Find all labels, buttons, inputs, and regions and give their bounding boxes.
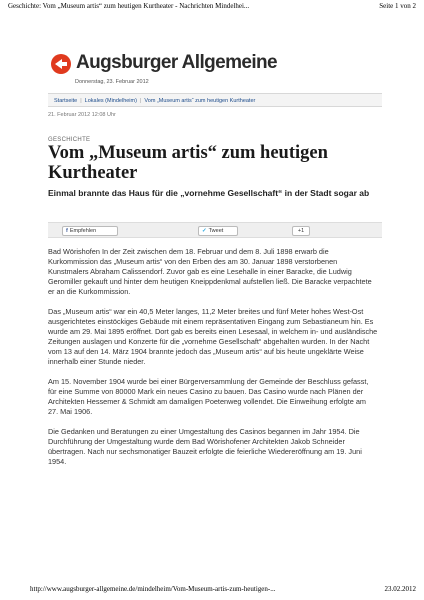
breadcrumb-item-local[interactable]: Lokales (Mindelheim) (84, 98, 137, 104)
breadcrumb-item-home[interactable]: Startseite (54, 98, 78, 104)
print-footer (30, 585, 416, 595)
tweet-label: Tweet (208, 228, 224, 234)
article-timestamp: 21. Februar 2012 12:08 Uhr (48, 112, 116, 118)
article-headline: Vom „Museum artis“ zum heutigen Kurtheater (48, 143, 328, 183)
share-bar (48, 222, 382, 238)
article-department: GESCHICHTE (48, 137, 91, 143)
masthead-date: Donnerstag, 23. Februar 2012 (75, 79, 149, 85)
print-header-title: Geschichte: Vom „Museum artis“ zum heutigen Kurtheater - Nachrichten Mindelhei... (8, 2, 250, 10)
article-paragraph: Das „Museum artis“ war ein 40,5 Meter langes, 11,2 Meter breites und fünf Meter hohes West-Ost ausgerichtetes einstöckiges Gebäude mit einem repräsentativen Eingang zum Sebastianeum hin. Es wurde am 29. Mai 1895 eröffnet. Dort gab es bereits einen Lesesaal, in welchem in- und ausländische Zeitungen auslagen und Konzerte für die „vornehme Gesellschaft“ abgehalten wurden. In der Nacht vom 13 auf den 14. März 1904 brannte jedoch das „Museum artis“ auf bis heute ungeklärte Weise innerhalb einer Stunde nieder. (48, 307, 378, 366)
breadcrumb (48, 93, 382, 107)
breadcrumb-item-article[interactable]: Vom „Museum artis“ zum heutigen Kurtheater (144, 98, 256, 104)
facebook-icon: f (66, 228, 68, 234)
google-plus-button[interactable]: +1 (292, 226, 310, 236)
tweet-button[interactable] (198, 226, 238, 236)
masthead-logo-icon (50, 53, 72, 75)
facebook-recommend-label: Empfehlen (69, 228, 97, 234)
article-subheadline: Einmal brannte das Haus für die „vornehme Gesellschaft“ in der Stadt sogar ab (48, 188, 370, 198)
masthead-logo[interactable] (50, 50, 350, 80)
twitter-icon: ✓ (202, 228, 207, 234)
print-footer-date: 23.02.2012 (384, 585, 416, 593)
article-paragraph: Am 15. November 1904 wurde bei einer Bürgerversammlung der Gemeinde der Beschluss gefasst, für eine Summe von 80000 Mark ein neues Casino zu bauen. Das Casino wurde nach Plänen der Architekten Hessemer & Schmidt am damaligen Poetenweg vollendet. Die Einweihung erfolgte am 27. Mai 1906. (48, 377, 369, 416)
facebook-recommend-button[interactable] (62, 226, 118, 236)
print-header (8, 2, 416, 12)
print-footer-url: http://www.augsburger-allgemeine.de/mindelheim/Vom-Museum-artis-zum-heutigen-... (30, 585, 276, 593)
breadcrumb-separator: | (80, 98, 82, 104)
breadcrumb-separator: | (139, 98, 142, 104)
article-paragraph: Bad Wörishofen In der Zeit zwischen dem 18. Februar und dem 8. Juli 1898 erwarb die Kurkommission das „Museum artis“ von den Erben des am 30. Januar 1898 verstorbenen Kunstmalers Abraham Calissendorf. Zuvor gab es eine Lesehalle in einer Baracke, die Ludwig Geromiller gekauft und hinter dem heutigen Kneippdenkmal aufstellen ließ. Die Baracke verpachtete er an die Kurkommission. (48, 247, 372, 296)
article-paragraph: Die Gedanken und Beratungen zu einer Umgestaltung des Casinos begannen im Jahr 1954. Die Durchführung der Umgestaltung wurde dem Bad Wörishofener Architekten Jakob Schneider übertragen. Nach nur sechsmonatiger Bauzeit erfolgte die feierliche Wiedereröffnung am 19. Juni 1954. (48, 427, 362, 466)
article-body (48, 247, 378, 477)
print-header-page-number: Seite 1 von 2 (379, 2, 416, 10)
masthead-title: Augsburger Allgemeine (76, 52, 278, 73)
